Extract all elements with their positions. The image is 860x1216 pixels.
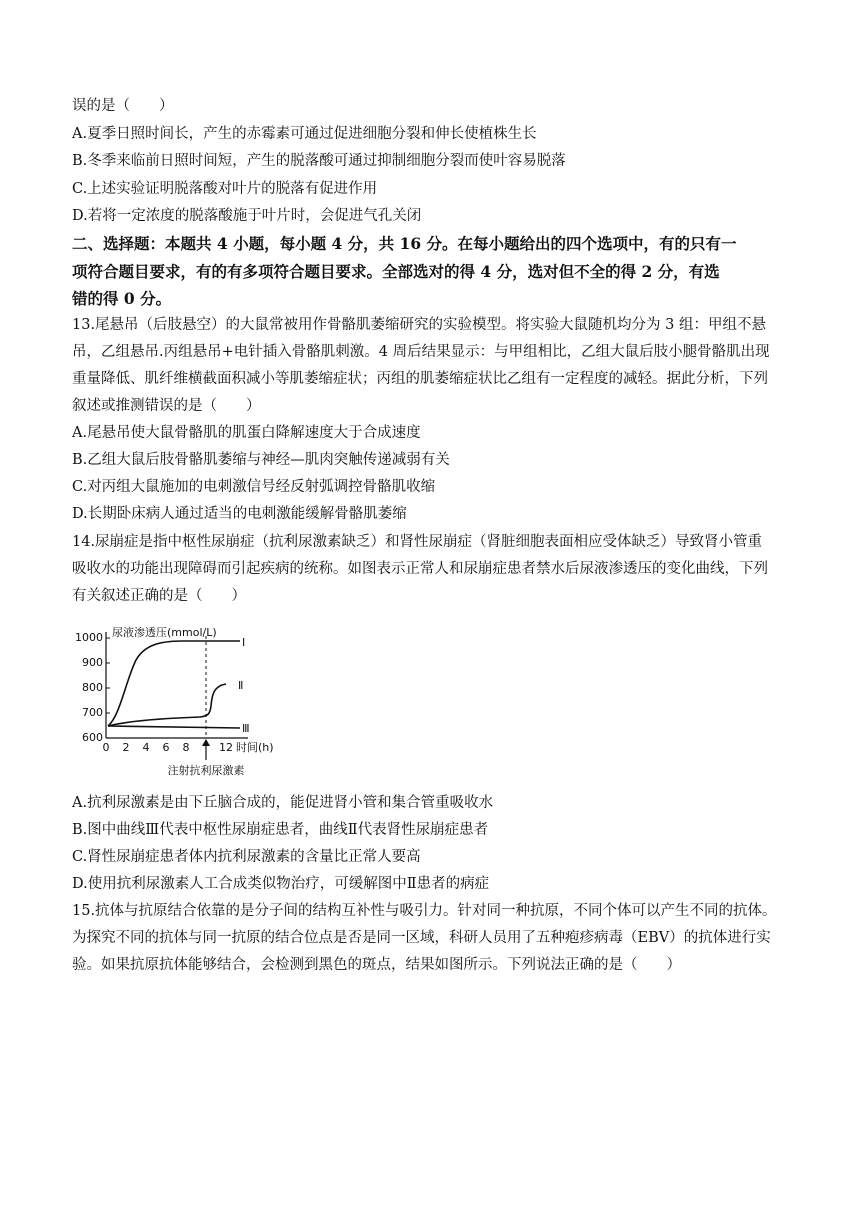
section2-heading-line3: 错的得 0 分。 — [72, 289, 172, 308]
y-tick-label: 800 — [82, 681, 103, 694]
x-tick-label: 12 — [219, 741, 233, 754]
x-tick-label: 6 — [162, 741, 170, 754]
y-axis-label: 尿液渗透压(mmol/L) — [112, 626, 217, 639]
y-tick-label: 1000 — [75, 631, 103, 644]
section2-heading-line2: 项符合题目要求，有的有多项符合题目要求。全部选对的得 4 分，选对但不全的得 2 分，有选 — [72, 262, 720, 281]
curve-iii — [108, 726, 240, 728]
q15-stem-line1: 15.抗体与抗原结合依靠的是分子间的结构互补性与吸引力。针对同一种抗原，不同个体可以产生不同的抗体。 — [72, 903, 777, 919]
q13-stem-line2: 吊，乙组悬吊.丙组悬吊+电针插入骨骼肌刺激。4 周后结果显示：与甲组相比，乙组大鼠后肢小腿骨骼肌出现 — [72, 344, 770, 360]
q12-option-d: D.若将一定浓度的脱落酸施于叶片时，会促进气孔关闭 — [72, 208, 422, 224]
q15-stem-line2: 为探究不同的抗体与同一抗原的结合位点是否是同一区域，科研人员用了五种疱疹病毒（EBV）的抗体进行实 — [72, 930, 771, 946]
q12-option-a: A.夏季日照时间长，产生的赤霉素可通过促进细胞分裂和伸长使植株生长 — [72, 126, 537, 142]
q14-option-d: D.使用抗利尿激素人工合成类似物治疗，可缓解图中Ⅱ患者的病症 — [72, 876, 490, 892]
q14-option-a: A.抗利尿激素是由下丘脑合成的，能促进肾小管和集合管重吸收水 — [72, 795, 494, 811]
q14-option-b: B.图中曲线Ⅲ代表中枢性尿崩症患者，曲线Ⅱ代表肾性尿崩症患者 — [72, 822, 489, 838]
q13-stem-line3: 重量降低、肌纤维横截面积减小等肌萎缩症状；丙组的肌萎缩症状比乙组有一定程度的减轻。据此分析，下列 — [72, 371, 768, 387]
y-tick-label: 900 — [82, 656, 103, 669]
injection-label: 注射抗利尿激素 — [167, 764, 245, 777]
curve-label-i: Ⅰ — [242, 636, 246, 649]
q14-option-c: C.肾性尿崩症患者体内抗利尿激素的含量比正常人要高 — [72, 849, 421, 865]
x-ticks — [103, 741, 234, 754]
x-tick-label: 8 — [182, 741, 190, 754]
y-tick-label: 600 — [82, 731, 103, 744]
q13-option-a: A.尾悬吊使大鼠骨骼肌的肌蛋白降解速度大于合成速度 — [72, 425, 421, 441]
x-tick-label: 4 — [142, 741, 150, 754]
q13-stem-line4: 叙述或推测错误的是（ ） — [72, 398, 261, 414]
injection-arrow-head — [202, 739, 210, 746]
section2-heading-line1: 二、选择题：本题共 4 小题，每小题 4 分，共 16 分。在每小题给出的四个选项中，有的只有一 — [72, 234, 737, 253]
curve-label-iii: Ⅲ — [242, 722, 250, 735]
q14-stem-line3: 有关叙述正确的是（ ） — [72, 588, 246, 604]
q14-stem-line1: 14.尿崩症是指中枢性尿崩症（抗利尿激素缺乏）和肾性尿崩症（肾脏细胞表面相应受体缺乏）导致肾小管重 — [72, 534, 763, 550]
curve-ii — [108, 684, 226, 726]
curve-i — [108, 641, 240, 726]
q13-option-c: C.对丙组大鼠施加的电刺激信号经反射弧调控骨骼肌收缩 — [72, 479, 436, 495]
urine-osmolality-figure — [72, 620, 274, 780]
q12-option-b: B.冬季来临前日照时间短，产生的脱落酸可通过抑制细胞分裂而使叶容易脱落 — [72, 153, 566, 169]
q15-stem-line3: 验。如果抗原抗体能够结合，会检测到黑色的斑点，结果如图所示。下列说法正确的是（ ） — [72, 957, 681, 973]
x-tick-label: 0 — [102, 741, 110, 754]
x-axis-label: 时间(h) — [236, 741, 274, 754]
q12-stem-tail: 误的是（ ） — [72, 98, 174, 114]
x-tick-label: 2 — [122, 741, 130, 754]
q13-option-b: B.乙组大鼠后肢骨骼肌萎缩与神经—肌肉突触传递减弱有关 — [72, 452, 450, 468]
curve-label-ii: Ⅱ — [238, 679, 244, 692]
q13-stem-line1: 13.尾悬吊（后肢悬空）的大鼠常被用作骨骼肌萎缩研究的实验模型。将实验大鼠随机均分为 3 组：甲组不悬 — [72, 317, 766, 333]
q13-option-d: D.长期卧床病人通过适当的电刺激能缓解骨骼肌萎缩 — [72, 506, 407, 522]
y-ticks — [75, 631, 110, 744]
q12-option-c: C.上述实验证明脱落酸对叶片的脱落有促进作用 — [72, 181, 378, 197]
q14-stem-line2: 吸收水的功能出现障碍而引起疾病的统称。如图表示正常人和尿崩症患者禁水后尿液渗透压的变化曲线，下列 — [72, 561, 768, 577]
y-tick-label: 700 — [82, 706, 103, 719]
